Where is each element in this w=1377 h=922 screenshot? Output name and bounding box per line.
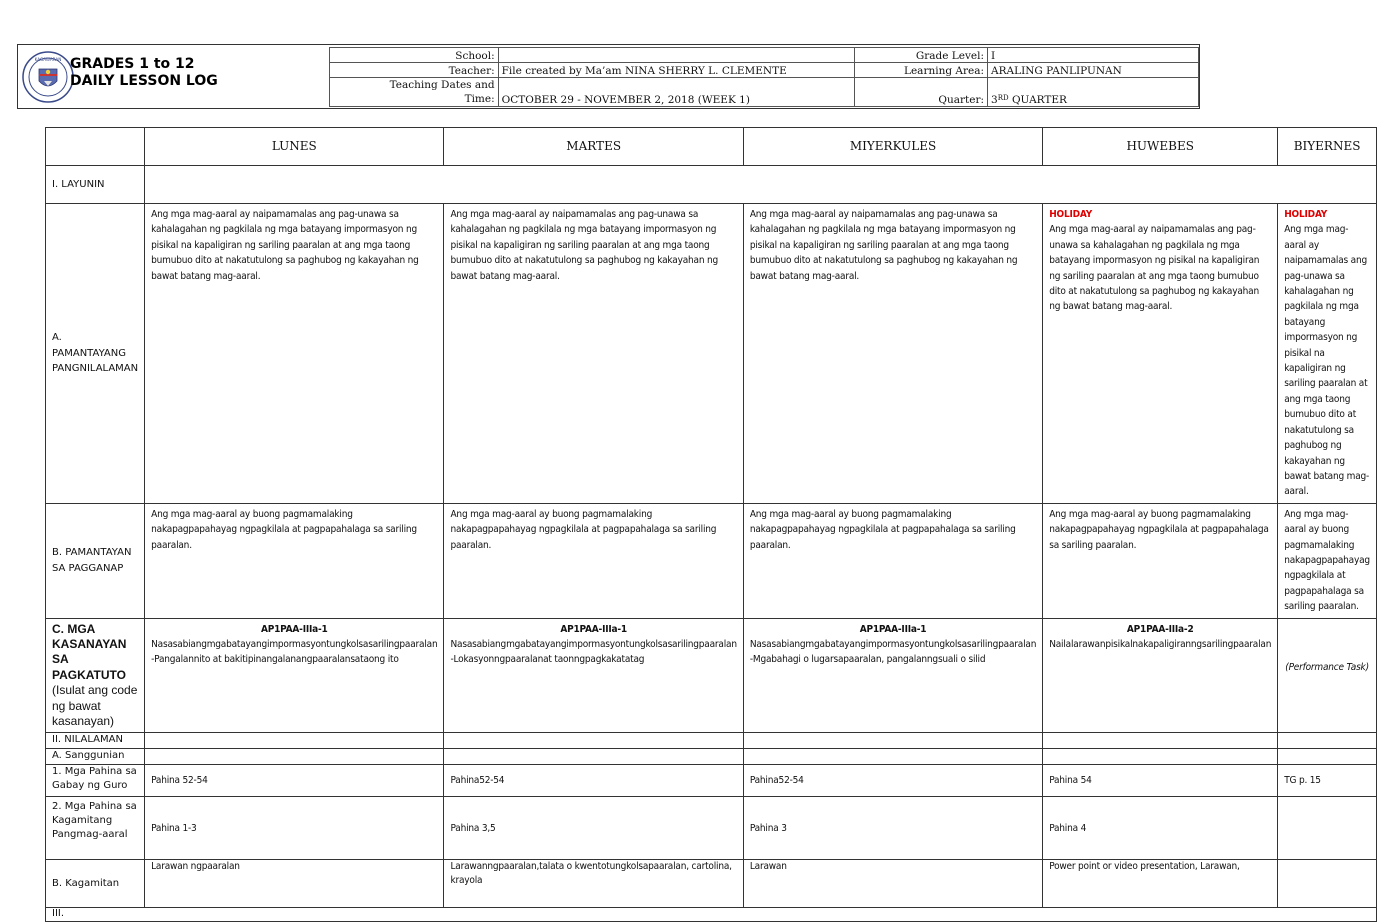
kasanayan-miyerkules: Nasasabiangmgabatayangimpormasyontungkolsasarilingpaaralan -Mgabahagi o lugarsapaaralan, pangalanngsuali o silid [749, 638, 1037, 666]
blank-cell [145, 749, 444, 765]
holiday-badge: HOLIDAY [1284, 209, 1328, 220]
pagganap-huwebes: Ang mga mag-aaral ay buong pagmamalaking nakapagpapahayag ngpagkilala at pagpapahalaga sa sariling paaralan. [1043, 503, 1278, 618]
quarter-word: QUARTER [1011, 94, 1067, 106]
sanggunian-label: A. Sanggunian [46, 749, 145, 765]
day-header-lunes: LUNES [145, 128, 444, 166]
kagamitang-huwebes: Pahina 4 [1043, 797, 1278, 860]
kasanayan-martes: Nasasabiangmgabatayangimpormasyontungkolsasarilingpaaralan -Lokasyonngpaaralanat taonngpagkakatatag [450, 638, 737, 666]
pamantayang-label: A. PAMANTAYANG PANGNILALAMAN [46, 204, 145, 504]
sanggunian-row [46, 749, 1377, 765]
area-value: ARALING PANLIPUNAN [988, 63, 1199, 78]
title-line-2: DAILY LESSON LOG [70, 73, 218, 89]
pamantayang-huwebes: Ang mga mag-aaral ay naipamamalas ang pag-unawa sa kahalagahan ng pagkilala ng mga batayang impormasyon ng pisikal na kapaligiran ng sariling paaralan at ang mga taong bumubuo dito at nakatutulong sa paghubog ng kakayahan ng bawat batang mag-aaral. [1049, 224, 1260, 313]
empty-corner-cell [46, 128, 145, 166]
gabay-martes: Pahina52-54 [444, 765, 743, 797]
kasanayan-lunes: Nasasabiangmgabatayangimpormasyontungkolsasarilingpaaralan -Pangalannito at bakitipinangalanangpaaralansataong ito [151, 638, 438, 666]
blank-cell [1043, 733, 1278, 749]
layunin-label: I. LAYUNIN [46, 166, 145, 204]
page-title [70, 56, 218, 90]
kagamitang-row [46, 797, 1377, 860]
gabay-label: 1. Mga Pahina sa Gabay ng Guro [46, 765, 145, 797]
layunin-row [46, 166, 1377, 204]
blank-cell [1278, 749, 1377, 765]
pamantayang-miyerkules: Ang mga mag-aaral ay naipamamalas ang pag-unawa sa kahalagahan ng pagkilala ng mga batayang impormasyon ng pisikal na kapaligiran ng sariling paaralan at ang mga taong bumubuo dito at nakatutulong sa paghubog ng kakayahan ng bawat batang mag-aaral. [743, 204, 1042, 504]
kagamitang-biyernes [1278, 797, 1377, 860]
quarter-suffix: RD [997, 94, 1009, 102]
area-label: Learning Area: [854, 63, 987, 78]
kagamitan-biyernes [1278, 860, 1377, 908]
blank-cell [444, 749, 743, 765]
kagamitan-row [46, 860, 1377, 908]
section-iii-row [46, 908, 1377, 922]
info-table [329, 47, 1199, 107]
svg-text:KAGAWARAN: KAGAWARAN [34, 57, 62, 62]
pagganap-label: B. PAMANTAYAN SA PAGGANAP [46, 503, 145, 618]
blank-cell [1043, 749, 1278, 765]
kagamitan-lunes: Larawan ngpaaralan [145, 860, 444, 908]
school-value [498, 48, 854, 63]
grade-value: I [988, 48, 1199, 63]
quarter-number: 3 [991, 94, 998, 106]
day-header-biyernes: BIYERNES [1278, 128, 1377, 166]
nilalaman-label: II. NILALAMAN [46, 733, 145, 749]
pamantayang-biyernes-cell [1278, 204, 1377, 504]
dates-label [330, 78, 499, 107]
blank-cell [1278, 733, 1377, 749]
kasanayan-label [46, 618, 145, 733]
deped-seal-icon [22, 51, 74, 103]
pagganap-martes: Ang mga mag-aaral ay buong pagmamalaking nakapagpapahayag ngpagkilala at pagpapahalaga sa sariling paaralan. [444, 503, 743, 618]
gabay-biyernes: TG p. 15 [1278, 765, 1377, 797]
pagganap-row [46, 503, 1377, 618]
competency-code: AP1PAA-IIIa-1 [260, 623, 328, 635]
blank-cell [145, 733, 444, 749]
kagamitang-label: 2. Mga Pahina sa Kagamitang Pangmag-aaral [46, 797, 145, 860]
competency-code: AP1PAA-IIIa-1 [560, 623, 627, 635]
kasanayan-huwebes: Nailalarawanpisikalnakapaligiranngsarilingpaaralan [1049, 638, 1272, 650]
lesson-table [45, 127, 1377, 922]
gabay-huwebes: Pahina 54 [1043, 765, 1278, 797]
blank-cell [444, 733, 743, 749]
blank-cell [743, 733, 1042, 749]
gabay-lunes: Pahina 52-54 [145, 765, 444, 797]
day-header-row [46, 128, 1377, 166]
kasanayan-biyernes-cell [1278, 618, 1377, 733]
kagamitan-label: B. Kagamitan [46, 860, 145, 908]
kagamitang-miyerkules: Pahina 3 [743, 797, 1042, 860]
performance-task-label: (Performance Task) [1285, 661, 1369, 673]
layunin-content [145, 166, 1377, 204]
gabay-row [46, 765, 1377, 797]
day-header-miyerkules: MIYERKULES [743, 128, 1042, 166]
day-header-huwebes: HUWEBES [1043, 128, 1278, 166]
dates-label-line-2: Time: [464, 93, 495, 105]
section-iii-label: III. [46, 908, 1377, 922]
kasanayan-lunes-cell [145, 618, 444, 733]
pamantayang-lunes: Ang mga mag-aaral ay naipamamalas ang pag-unawa sa kahalagahan ng pagkilala ng mga batayang impormasyon ng pisikal na kapaligiran ng sariling paaralan at ang mga taong bumubuo dito at nakatutulong sa paghubog ng kakayahan ng bawat batang mag-aaral. [145, 204, 444, 504]
pamantayang-row [46, 204, 1377, 504]
kasanayan-huwebes-cell [1043, 618, 1278, 733]
kagamitan-huwebes: Power point or video presentation, Larawan, [1043, 860, 1278, 908]
pamantayang-huwebes-cell [1043, 204, 1278, 504]
nilalaman-row [46, 733, 1377, 749]
school-label: School: [330, 48, 499, 63]
holiday-badge: HOLIDAY [1049, 209, 1093, 220]
teacher-value: File created by Ma’am NINA SHERRY L. CLEMENTE [498, 63, 854, 78]
pamantayang-biyernes: Ang mga mag-aaral ay naipamamalas ang pag-unawa sa kahalagahan ng pagkilala ng mga batayang impormasyon ng pisikal na kapaligiran ng sariling paaralan at ang mga taong bumubuo dito at nakatutulong sa paghubog ng kakayahan ng bawat batang mag-aaral. [1284, 224, 1370, 498]
competency-code: AP1PAA-IIIa-2 [1126, 623, 1194, 635]
kasanayan-martes-cell [444, 618, 743, 733]
grade-label: Grade Level: [854, 48, 987, 63]
gabay-miyerkules: Pahina52-54 [743, 765, 1042, 797]
kasanayan-miyerkules-cell [743, 618, 1042, 733]
day-header-martes: MARTES [444, 128, 743, 166]
pagganap-miyerkules: Ang mga mag-aaral ay buong pagmamalaking nakapagpapahayag ngpagkilala at pagpapahalaga sa sariling paaralan. [743, 503, 1042, 618]
kasanayan-row [46, 618, 1377, 733]
kagamitan-martes: Larawanngpaaralan,talata o kwentotungkolsapaaralan, cartolina, krayola [444, 860, 743, 908]
competency-code: AP1PAA-IIIa-1 [859, 623, 927, 635]
blank-cell [743, 749, 1042, 765]
lesson-log-header [17, 44, 1200, 109]
kagamitang-lunes: Pahina 1-3 [145, 797, 444, 860]
quarter-label: Quarter: [854, 78, 987, 107]
quarter-value [988, 78, 1199, 107]
pamantayang-martes: Ang mga mag-aaral ay naipamamalas ang pag-unawa sa kahalagahan ng pagkilala ng mga batayang impormasyon ng pisikal na kapaligiran ng sariling paaralan at ang mga taong bumubuo dito at nakatutulong sa paghubog ng kakayahan ng bawat batang mag-aaral. [444, 204, 743, 504]
pagganap-lunes: Ang mga mag-aaral ay buong pagmamalaking nakapagpapahayag ngpagkilala at pagpapahalaga sa sariling paaralan. [145, 503, 444, 618]
dates-value: OCTOBER 29 - NOVEMBER 2, 2018 (WEEK 1) [498, 78, 854, 107]
dates-label-line-1: Teaching Dates and [389, 79, 495, 91]
pagganap-biyernes: Ang mga mag-aaral ay buong pagmamalaking nakapagpapahayag ngpagkilala at pagpapahalaga sa sariling paaralan. [1278, 503, 1377, 618]
kasanayan-label-note: (Isulat ang code ng bawat kasanayan) [52, 683, 138, 728]
kagamitan-miyerkules: Larawan [743, 860, 1042, 908]
teacher-label: Teacher: [330, 63, 499, 78]
title-line-1: GRADES 1 to 12 [70, 56, 195, 72]
kagamitang-martes: Pahina 3,5 [444, 797, 743, 860]
kasanayan-label-bold: C. MGA KASANAYAN SA PAGKATUTO [52, 621, 127, 682]
